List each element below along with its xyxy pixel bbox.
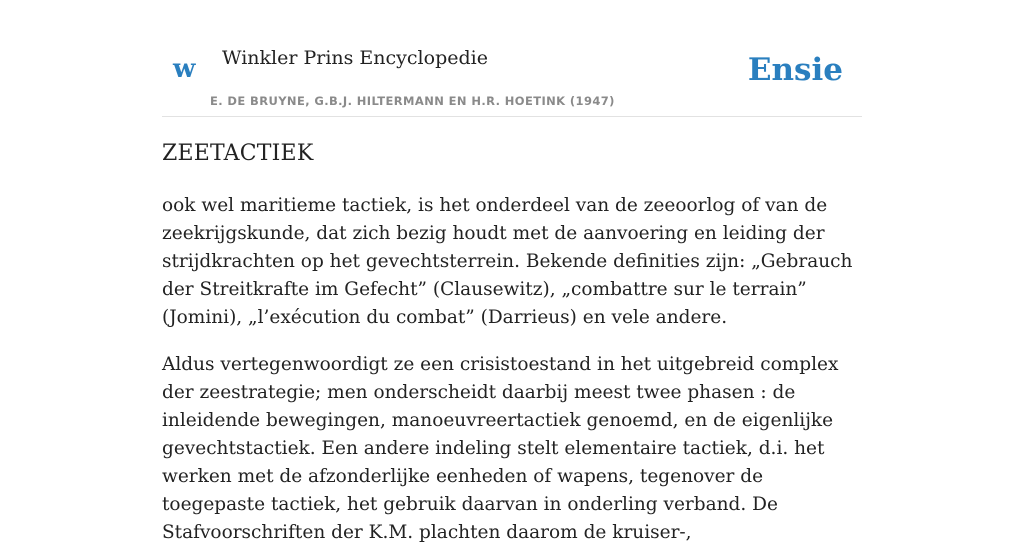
source-title[interactable]: Winkler Prins Encyclopedie: [222, 47, 488, 69]
brand-logo[interactable]: Ensie: [747, 52, 843, 88]
logo-icon[interactable]: w: [173, 54, 196, 84]
article-title: ZEETACTIEK: [162, 141, 314, 166]
article-body: [162, 136, 862, 547]
article-paragraph-1: ook wel maritieme tactiek, is het onderdeel van de zeeoorlog of van de zeekrijgskunde, dat zich bezig houdt met de aanvoering en leiding der strijdkrachten op het gevechtsterrein. Bekende definities zijn: „Gebrauch der Streitkrafte im Gefecht” (Clausewitz), „combattre sur le terrain” (Jomini), „l’exécution du combat” (Darrieus) en vele andere.: [162, 195, 853, 328]
authors-line: E. DE BRUYNE, G.B.J. HILTERMANN EN H.R. HOETINK (1947): [210, 94, 615, 108]
article-paragraph-2: Aldus vertegenwoordigt ze een crisistoestand in het uitgebreid complex der zeestrategie; men onderscheidt daarbij meest twee phasen : de inleidende bewegingen, manoeuvreertactiek genoemd, en de eigenlijke gevechtstactiek. Een andere indeling stelt elementaire tactiek, d.i. het werken met de afzonderlijke eenheden of wapens, tegenover de toegepaste tactiek, het gebruik daarvan in onderling verband. De Stafvoorschriften der K.M. plachten daarom de kruiser-,: [162, 354, 839, 543]
site-header: [162, 0, 862, 117]
